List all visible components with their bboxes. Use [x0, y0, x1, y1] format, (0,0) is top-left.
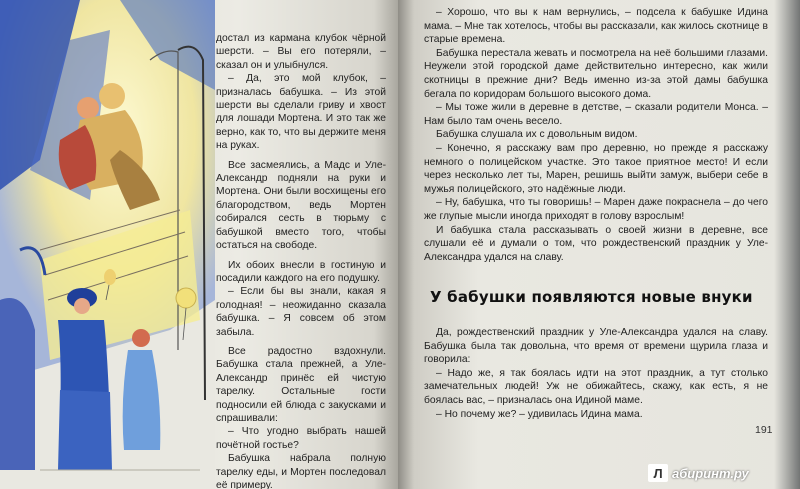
illustration [0, 0, 215, 489]
paragraph: – Мы тоже жили в деревне в детстве, – сказали родители Монса. – Нам было там очень весело. [424, 102, 768, 127]
left-text-column [216, 32, 386, 489]
paragraph: – Если бы вы знали, какая я голодная! – неожиданно сказала бабушка. – Я совсем об этом забыла. [216, 286, 386, 338]
watermark [648, 462, 798, 484]
paragraph: – Конечно, я расскажу вам про деревню, но прежде я расскажу немного о полицейском участке. Это такое приятное место! И если через несколько лет ты, Марен, решишь выйти замуж, выбери себе в мужья полицейского, это надёжные люди. [424, 142, 768, 195]
paragraph: Бабушка набрала полную тарелку еды, и Мортен последовал её примеру. [216, 453, 386, 489]
paragraph: Бабушка слушала их с довольным видом. [436, 129, 638, 141]
paragraph: – Хорошо, что вы к нам вернулись, – подсела к бабушке Идина мама. – Мне так хотелось, чтобы вы рассказали, как жилось скотнице в старые времена. [424, 7, 768, 46]
paragraph: – Да, это мой клубок, – призналась бабушка. – Из этой шерсти вы сделали гриву и хвост для лошади Мортена. И это так же верно, как то, что вы держите меня на руках. [216, 73, 386, 152]
left-page [0, 0, 398, 489]
paragraph: – Но почему же? – удивилась Идина мама. [436, 408, 643, 420]
paragraph: Все засмеялись, а Мадс и Уле-Александр подняли на руки и Мортена. Они были восхищены его благородством, ведь Мортен собирался сесть в тюрьму с бабушкой вместо того, чтобы остаться на свободе. [216, 159, 386, 252]
paragraph: Их обоих внесли в гостиную и посадили каждого на его подушку. [216, 259, 386, 284]
page-edge-shadow [774, 0, 800, 489]
chapter-title: У бабушки появляются новые внуки [430, 288, 753, 306]
paragraph: И бабушка стала рассказывать о своей жизни в деревне, все слушали её и думали о том, что рождественский праздник у Уле-Александра удался на славу. [424, 224, 768, 263]
watermark-text: абиринт.ру [672, 465, 749, 481]
page-number: 191 [755, 424, 773, 436]
labirint-logo-icon: Л [648, 464, 668, 482]
right-text-top [424, 6, 768, 264]
paragraph: достал из кармана клубок чёрной шерсти. – Вы его потеряли, – сказал он и улыбнулся. [216, 33, 386, 71]
paragraph: – Надо же, я так боялась идти на этот праздник, а тут столько замечательных людей! Уж не обижайтесь, скажу, как есть, я не боялась вас, – призналась она Идиной маме. [424, 367, 768, 406]
right-text-bottom [424, 326, 768, 421]
paragraph: – Ну, бабушка, что ты говоришь! – Марен даже покраснела – до чего же глупые мысли иногда приходят в голову взрослым! [424, 197, 768, 222]
paragraph: Бабушка перестала жевать и посмотрела на неё большими глазами. Неужели этой городской даме действительно интересно, как жили скотницы в прежние дни? Ведь именно из-за этой дамы бабушка бегала по коридорам большого высокого дома. [424, 47, 768, 100]
paragraph: Все радостно вздохнули. Бабушка стала прежней, а Уле-Александр принёс ей чистую тарелку. Остальные гости подносили ей блюда с закусками и спрашивали: [216, 345, 386, 424]
paragraph: Да, рождественский праздник у Уле-Александра удался на славу. Бабушка была так довольна, что время от времени щурила глаза и говорила: [424, 327, 768, 366]
paragraph: – Что угодно выбрать нашей почётной гостье? [216, 426, 386, 451]
